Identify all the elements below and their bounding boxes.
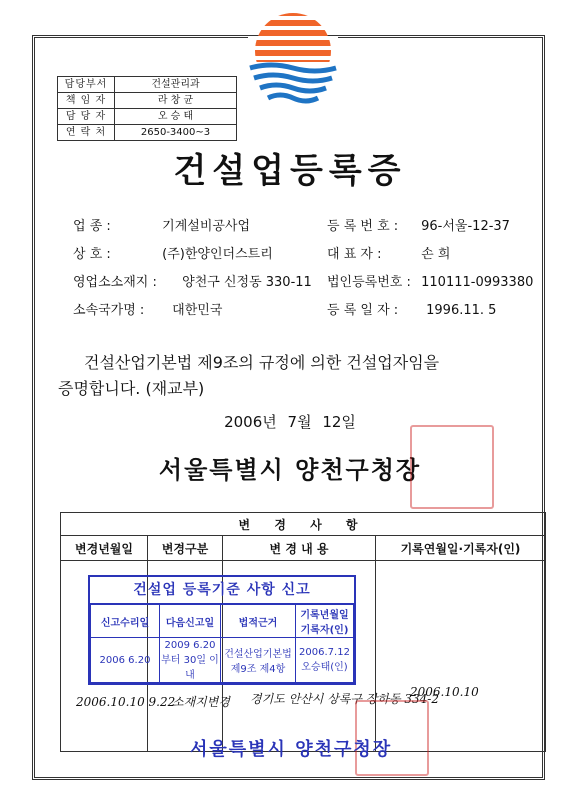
- certification-line: 건설산업기본법 제9조의 규정에 의한 건설업자임을: [84, 353, 440, 372]
- industry-value: 기계설비공사업: [162, 219, 251, 234]
- corp-no-value: 110111-0993380: [421, 275, 534, 290]
- report-cell: 건설산업기본법 제9조 제4항: [221, 638, 296, 683]
- department-table: [57, 76, 237, 141]
- dept-row: [58, 125, 237, 141]
- sun-wave-emblem: [238, 6, 348, 106]
- ceo-label: 대 표 자 :: [327, 247, 382, 262]
- changes-header: 변경구분: [148, 536, 223, 561]
- footer-blue-stamp: 서울특별시 양천구청장: [190, 739, 393, 760]
- report-header: 다음신고일: [160, 605, 221, 638]
- country-value: 대한민국: [172, 303, 223, 318]
- certification-line: 증명합니다. (재교부): [58, 379, 205, 398]
- address-field: [73, 271, 312, 290]
- reg-date-label: 등 록 일 자 :: [327, 303, 399, 318]
- report-cell: 2006 6.20: [91, 638, 160, 683]
- report-header: 법적근거: [221, 605, 296, 638]
- dept-key: 담당부서: [58, 77, 115, 93]
- changes-header: 변 경 내 용: [223, 536, 376, 561]
- report-cell: 2009 6.20 부터 30일 이내: [161, 639, 219, 681]
- changes-header: 변경년월일: [61, 536, 148, 561]
- dept-row: [58, 109, 237, 125]
- issuer-name: 서울특별시 양천구청장: [158, 456, 422, 484]
- dept-value: 라 창 균: [115, 93, 237, 109]
- changes-header: 기록연월일·기록자(인): [376, 536, 546, 561]
- handwritten-change-type: 소재지변경: [172, 695, 230, 709]
- report-header: 신고수리일: [91, 605, 160, 638]
- country-field: [73, 299, 222, 318]
- dept-key: 담 당 자: [58, 109, 115, 125]
- country-label: 소속국가명 :: [73, 303, 145, 318]
- dept-value: 2650-3400~3: [115, 125, 237, 141]
- reg-no-value: 96-서울-12-37: [421, 219, 510, 234]
- dept-value: 오 승 태: [115, 109, 237, 125]
- report-stamp-title: 건설업 등록기준 사항 신고: [90, 577, 354, 604]
- corp-no-field: [327, 271, 533, 290]
- ceo-value: 손 희: [421, 247, 451, 262]
- document-title: 건설업등록증: [173, 151, 407, 191]
- company-label: 상 호 :: [73, 247, 111, 262]
- reg-no-label: 등 록 번 호 :: [327, 219, 399, 234]
- industry-label: 업 종 :: [73, 219, 111, 234]
- company-field: [73, 243, 273, 262]
- issue-date: 2006년 7월 12일: [224, 413, 356, 431]
- dept-key: 연 락 처: [58, 125, 115, 141]
- handwritten-change-date: 2006.10.10 9.22: [76, 695, 176, 709]
- dept-row: [58, 93, 237, 109]
- report-cell: 2006.7.12 오승태(인): [296, 638, 354, 683]
- official-seal: [410, 425, 494, 509]
- certification-text: [58, 350, 538, 402]
- report-stamp: [88, 575, 356, 685]
- dept-row: [58, 77, 237, 93]
- dept-key: 책 임 자: [58, 93, 115, 109]
- company-value: (주)한양인더스트리: [162, 247, 273, 262]
- industry-field: [73, 215, 250, 234]
- report-stamp-table: [90, 604, 354, 683]
- dept-value: 건설관리과: [115, 77, 237, 93]
- address-value: 양천구 신정동 330-11: [182, 275, 312, 290]
- changes-title: 변 경 사 항: [61, 513, 546, 536]
- handwritten-change-content: 경기도 안산시 상록구 장하동 334-2: [250, 692, 439, 706]
- handwritten-record-date: 2006.10.10: [410, 685, 479, 699]
- address-label: 영업소소재지 :: [73, 275, 157, 290]
- reg-date-value: 1996.11. 5: [426, 303, 497, 318]
- report-header: 기록년월일 기록자(인): [296, 605, 354, 638]
- corp-no-label: 법인등록번호 :: [327, 275, 411, 290]
- ceo-field: [327, 243, 450, 262]
- reg-date-field: [327, 299, 496, 318]
- reg-no-field: [327, 215, 510, 234]
